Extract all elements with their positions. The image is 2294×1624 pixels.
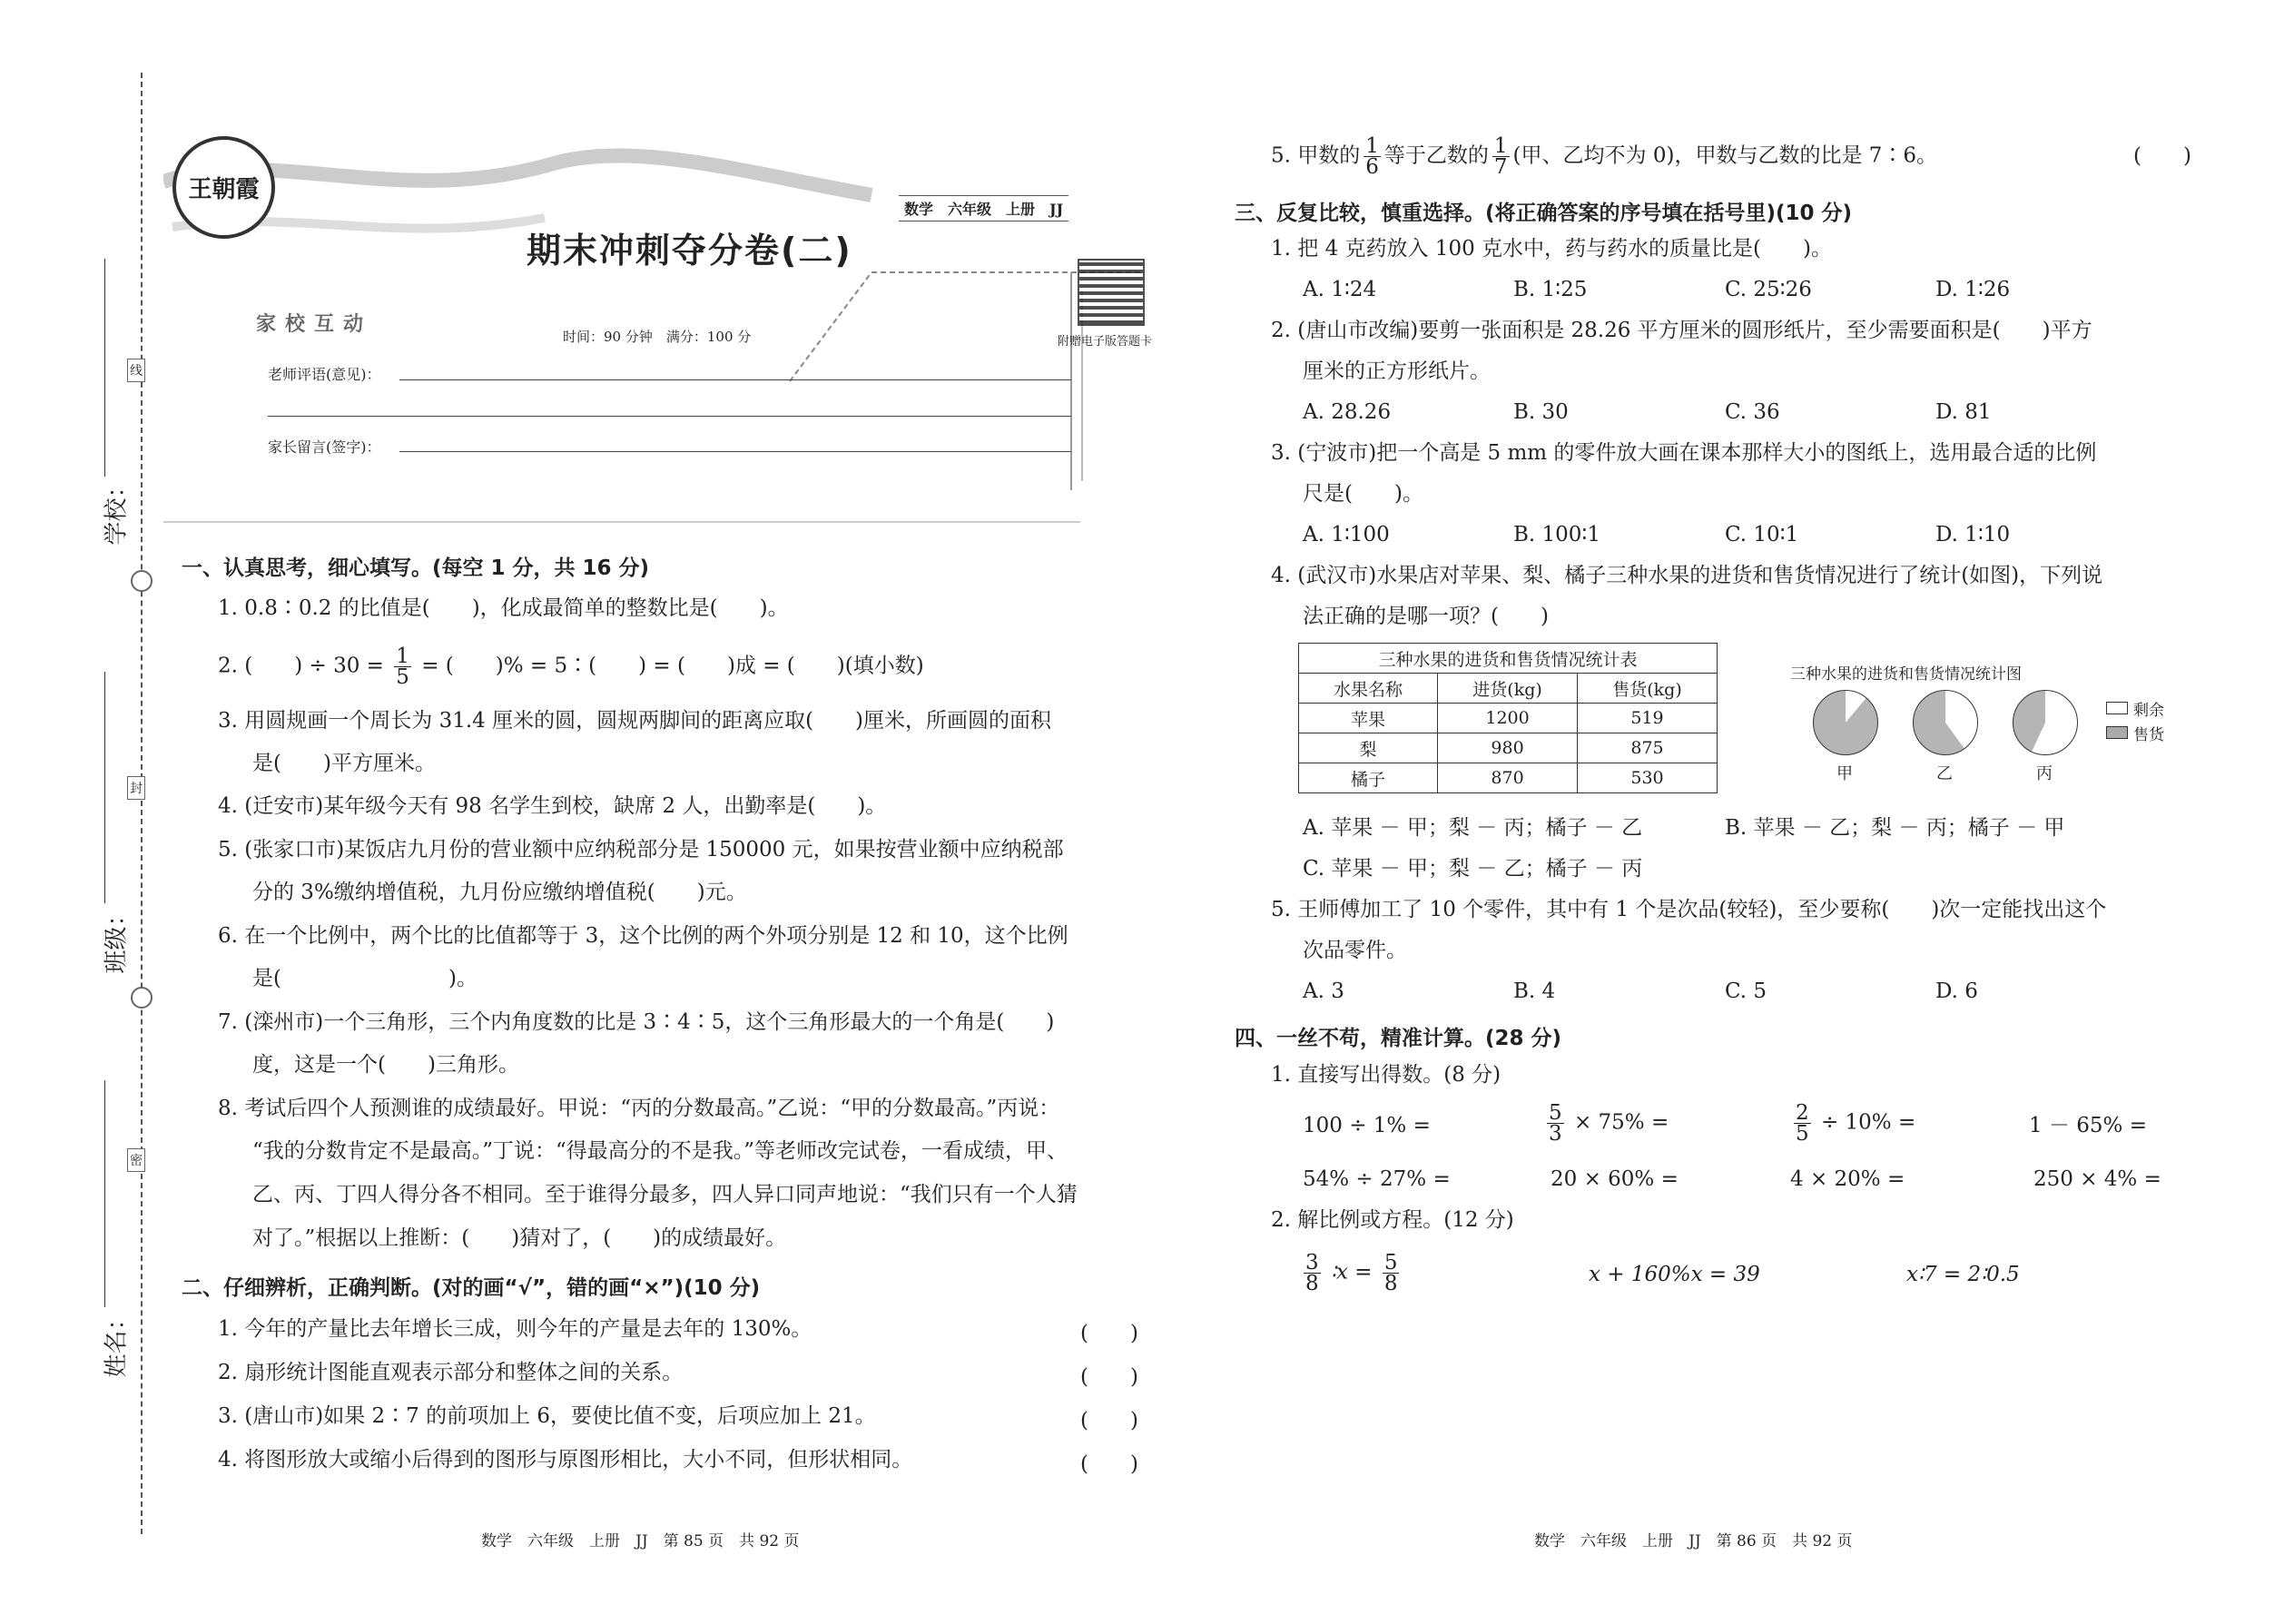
calc-r1c3-expr: ÷ 10% = xyxy=(1820,1110,1916,1135)
calc-r1c3-num: 2 xyxy=(1796,1101,1809,1125)
question-1-8d: 对了。”根据以上推断：( )猜对了，( )的成绩最好。 xyxy=(252,1226,787,1250)
choice-2-opt-d[interactable]: D. 81 xyxy=(1935,400,1992,424)
legend-left-label: 剩余 xyxy=(2133,702,2164,720)
judge-5-f2-num: 1 xyxy=(1493,134,1508,158)
judge-5-f1-den: 6 xyxy=(1365,155,1379,179)
choice-3-opt-a[interactable]: A. 1∶100 xyxy=(1303,523,1390,546)
fruit-table-title: 三种水果的进货和售货情况统计表 xyxy=(1299,644,1718,674)
jxhd-banner: 家校互动 xyxy=(256,312,373,336)
judge-2-answer[interactable]: ( ) xyxy=(1080,1365,1138,1389)
judge-5-part-b: 等于乙数的 xyxy=(1383,143,1489,168)
legend-sold-label: 售货 xyxy=(2133,726,2164,744)
calc-r2c3: 4 × 20% = xyxy=(1790,1167,1905,1191)
q2-fraction xyxy=(394,646,411,687)
judge-5 xyxy=(1271,136,1937,177)
calc-r1c2-den: 3 xyxy=(1549,1122,1562,1146)
judge-5-answer[interactable]: ( ) xyxy=(2133,144,2191,168)
question-1-7a: 7. (滦州市)一个三角形，三个内角度数的比是 3∶4∶5，这个三角形最大的一个角是( ) xyxy=(218,1010,1055,1034)
page-title: 期末冲刺夺分卷(二) xyxy=(527,231,852,271)
question-1-5a: 5. (张家口市)某饭店九月份的营业额中应纳税部分是 150000 元，如果按营业额中应纳税部 xyxy=(218,838,1064,861)
logo-text: 王朝霞 xyxy=(188,176,260,203)
pie-1 xyxy=(1813,690,1878,755)
question-1-7b: 度，这是一个( )三角形。 xyxy=(252,1053,519,1077)
q2-part-b: = ( )% = 5∶( ) = ( )成 = ( )(填小数) xyxy=(421,654,924,678)
question-1-6a: 6. 在一个比例中，两个比的比值都等于 3，这个比例的两个外项分别是 12 和 10，这个比例 xyxy=(218,924,1068,948)
judge-5-f2-den: 7 xyxy=(1493,155,1508,179)
teacher-comment-label: 老师评语(意见)： xyxy=(268,366,381,383)
judge-1-answer[interactable]: ( ) xyxy=(1080,1322,1138,1345)
question-1-3b: 是( )平方厘米。 xyxy=(252,752,436,775)
table-cell: 530 xyxy=(1578,763,1718,793)
table-cell: 梨 xyxy=(1299,733,1438,763)
fruit-table-header: 水果名称 xyxy=(1299,674,1438,704)
pie-chart-title: 三种水果的进货和售货情况统计图 xyxy=(1790,665,2022,684)
table-cell: 苹果 xyxy=(1299,704,1438,733)
q2-denominator: 5 xyxy=(396,665,409,689)
name-label: 姓名： xyxy=(103,1306,131,1378)
qr-code[interactable] xyxy=(1078,259,1145,326)
question-1-1: 1. 0.8∶0.2 的比值是( )，化成最简单的整数比是( )。 xyxy=(218,596,789,620)
calc-r1c3-fraction xyxy=(1794,1103,1811,1144)
calc-r1c2-fraction xyxy=(1547,1103,1564,1144)
qr-caption: 附赠电子版答题卡 xyxy=(1058,335,1153,349)
right-footer: 数学 六年级 上册 JJ 第 86 页 共 92 页 xyxy=(1534,1532,1853,1550)
calc-r1c2 xyxy=(1543,1103,1669,1144)
choice-5b: 次品零件。 xyxy=(1303,939,1407,962)
choice-4-opt-b[interactable]: B. 苹果 － 乙；梨 － 丙；橘子 － 甲 xyxy=(1725,816,2065,840)
section-1-title: 一、认真思考，细心填写。(每空 1 分，共 16 分) xyxy=(182,556,650,580)
eq1-num-2: 5 xyxy=(1383,1251,1398,1275)
table-cell: 橘子 xyxy=(1299,763,1438,793)
choice-4-opt-a[interactable]: A. 苹果 － 甲；梨 － 丙；橘子 － 乙 xyxy=(1303,816,1643,840)
section-3-title: 三、反复比较，慎重选择。(将正确答案的序号填在括号里)(10 分) xyxy=(1235,202,1853,225)
table-row xyxy=(1299,763,1718,793)
calc-r1c3-den: 5 xyxy=(1796,1122,1809,1146)
pie-label-1: 甲 xyxy=(1836,764,1853,783)
choice-3-opt-d[interactable]: D. 1∶10 xyxy=(1935,523,2011,546)
choice-3b: 尺是( )。 xyxy=(1303,482,1423,506)
parent-comment-label: 家长留言(签字)： xyxy=(268,438,381,456)
calc-r1c2-num: 5 xyxy=(1549,1101,1562,1125)
calc-r1c3 xyxy=(1790,1103,1915,1144)
choice-1-opt-d[interactable]: D. 1∶26 xyxy=(1935,278,2011,301)
q2-numerator: 1 xyxy=(396,645,409,668)
choice-2-opt-a[interactable]: A. 28.26 xyxy=(1303,400,1392,424)
choice-4-opt-c[interactable]: C. 苹果 － 甲；梨 － 乙；橘子 － 丙 xyxy=(1303,857,1643,881)
class-label: 班级： xyxy=(103,902,131,974)
equation-3: x∶7 = 2∶0.5 xyxy=(1906,1263,2020,1286)
margin-circle-1 xyxy=(131,570,153,592)
pie-3 xyxy=(2013,690,2078,755)
table-cell: 870 xyxy=(1438,763,1578,793)
choice-5-opt-a[interactable]: A. 3 xyxy=(1303,979,1344,1003)
choice-2-opt-b[interactable]: B. 30 xyxy=(1513,400,1569,424)
equation-1 xyxy=(1300,1253,1403,1294)
calc-r1c1: 100 ÷ 1% = xyxy=(1303,1114,1431,1137)
question-1-2 xyxy=(218,646,924,687)
judge-1: 1. 今年的产量比去年增长三成，则今年的产量是去年的 130%。 xyxy=(218,1317,812,1341)
binding-dashed-line xyxy=(141,73,143,1534)
equation-2: x + 160%x = 39 xyxy=(1589,1263,1760,1286)
class-field[interactable] xyxy=(86,672,131,974)
eq1-den-1: 8 xyxy=(1305,1272,1319,1295)
question-1-5b: 分的 3%缴纳增值税，九月份应缴纳增值税( )元。 xyxy=(252,881,747,904)
calc-r2c4: 250 × 4% = xyxy=(2033,1167,2161,1191)
judge-4-answer[interactable]: ( ) xyxy=(1080,1452,1138,1476)
teacher-comment-line-2[interactable] xyxy=(268,416,1071,417)
eq1-fraction-2 xyxy=(1383,1253,1400,1294)
judge-3: 3. (唐山市)如果 2∶7 的前项加上 6，要使比值不变，后项应加上 21。 xyxy=(218,1404,876,1428)
judge-2: 2. 扇形统计图能直观表示部分和整体之间的关系。 xyxy=(218,1361,684,1384)
choice-5a: 5. 王师傅加工了 10 个零件，其中有 1 个是次品(较轻)，至少要称( )次一定能找出这个 xyxy=(1271,898,2107,921)
choice-4a: 4. (武汉市)水果店对苹果、梨、橘子三种水果的进货和售货情况进行了统计(如图)，下列说 xyxy=(1271,564,2103,587)
choice-1-opt-b[interactable]: B. 1∶25 xyxy=(1513,278,1588,301)
pie-2 xyxy=(1913,690,1978,755)
calc-r2c2: 20 × 60% = xyxy=(1551,1167,1679,1191)
school-label: 学校： xyxy=(103,474,131,546)
seal-char-3: 密 xyxy=(127,1148,145,1172)
name-underline xyxy=(104,1080,105,1307)
fruit-table-header: 进货(kg) xyxy=(1438,674,1578,704)
teacher-comment-line-1[interactable] xyxy=(399,379,1071,380)
judge-5-fraction-1 xyxy=(1364,136,1381,177)
calc-r1c2-expr: × 75% = xyxy=(1573,1110,1669,1135)
table-cell: 980 xyxy=(1438,733,1578,763)
judge-3-answer[interactable]: ( ) xyxy=(1080,1409,1138,1432)
class-underline xyxy=(104,672,105,903)
table-row xyxy=(1299,704,1718,733)
choice-5-opt-d[interactable]: D. 6 xyxy=(1935,979,1978,1003)
table-cell: 875 xyxy=(1578,733,1718,763)
q2-part-a: 2. ( ) ÷ 30 = xyxy=(218,654,384,678)
choice-2b: 厘米的正方形纸片。 xyxy=(1303,359,1491,383)
judge-5-part-a: 5. 甲数的 xyxy=(1271,143,1361,168)
pie-label-3: 丙 xyxy=(2036,764,2053,783)
question-1-6b: 是( )。 xyxy=(252,967,478,990)
question-1-8b: “我的分数肯定不是最高。”丁说：“得最高分的不是我。”等老师改完试卷，一看成绩，甲、 xyxy=(252,1139,1068,1163)
fruit-table-header: 售货(kg) xyxy=(1578,674,1718,704)
logo xyxy=(172,136,275,239)
table-cell: 1200 xyxy=(1438,704,1578,733)
question-1-4: 4. (迁安市)某年级今天有 98 名学生到校，缺席 2 人，出勤率是( )。 xyxy=(218,794,887,818)
choice-3-opt-c[interactable]: C. 10∶1 xyxy=(1725,523,1799,546)
eq1-fraction-1 xyxy=(1304,1253,1321,1294)
name-field[interactable] xyxy=(86,1080,131,1378)
school-underline xyxy=(104,259,105,477)
seal-char-1: 线 xyxy=(127,359,145,382)
question-1-8a: 8. 考试后四个人预测谁的成绩最好。甲说：“丙的分数最高。”乙说：“甲的分数最高。”丙说： xyxy=(218,1097,1060,1120)
series-tag: 数学 六年级 上册 JJ xyxy=(899,195,1068,221)
judge-5-fraction-2 xyxy=(1492,136,1510,177)
choice-1-opt-c[interactable]: C. 25∶26 xyxy=(1725,278,1812,301)
parent-comment-line[interactable] xyxy=(399,451,1071,452)
pie-label-2: 乙 xyxy=(1936,764,1953,783)
choice-5-opt-b[interactable]: B. 4 xyxy=(1513,979,1556,1003)
judge-5-f1-num: 1 xyxy=(1365,134,1379,158)
legend-sold-swatch xyxy=(2106,726,2128,739)
school-field[interactable] xyxy=(86,259,131,546)
eq1-den-2: 8 xyxy=(1383,1272,1398,1295)
choice-1-opt-a[interactable]: A. 1∶24 xyxy=(1303,278,1377,301)
legend-left-swatch xyxy=(2106,702,2128,714)
table-row xyxy=(1299,733,1718,763)
choice-3a: 3. (宁波市)把一个高是 5 mm 的零件放大画在课本那样大小的图纸上，选用最合适的比例 xyxy=(1271,441,2097,465)
choice-4b: 法正确的是哪一项？( ) xyxy=(1303,605,1549,628)
eq1-num-1: 3 xyxy=(1305,1251,1319,1275)
judge-4: 4. 将图形放大或缩小后得到的图形与原图形相比，大小不同，但形状相同。 xyxy=(218,1448,913,1471)
judge-5-part-c: (甲、乙均不为 0)，甲数与乙数的比是 7∶6。 xyxy=(1512,143,1938,168)
calc-r1c4: 1 － 65% = xyxy=(2029,1114,2147,1137)
calc-r2c1: 54% ÷ 27% = xyxy=(1303,1167,1451,1191)
choice-5-opt-c[interactable]: C. 5 xyxy=(1725,979,1767,1003)
margin-circle-2 xyxy=(131,987,153,1009)
eq1-mid: ∶x = xyxy=(1330,1260,1373,1284)
choice-3-opt-b[interactable]: B. 100∶1 xyxy=(1513,523,1601,546)
time-score: 时间：90 分钟 满分：100 分 xyxy=(563,329,752,345)
table-cell: 519 xyxy=(1578,704,1718,733)
section-2-title: 二、仔细辨析，正确判断。(对的画“√”，错的画“×”)(10 分) xyxy=(182,1276,761,1300)
question-1-8c: 乙、丙、丁四人得分各不相同。至于谁得分最多，四人异口同声地说：“我们只有一个人猜 xyxy=(252,1183,1078,1206)
question-1-3a: 3. 用圆规画一个周长为 31.4 厘米的圆，圆规两脚间的距离应取( )厘米，所画圆的面积 xyxy=(218,709,1052,733)
seal-char-2: 封 xyxy=(127,776,145,800)
choice-1: 1. 把 4 克药放入 100 克水中，药与药水的质量比是( )。 xyxy=(1271,237,1832,261)
left-footer: 数学 六年级 上册 JJ 第 85 页 共 92 页 xyxy=(481,1532,800,1550)
calc-1-title: 1. 直接写出得数。(8 分) xyxy=(1271,1063,1501,1087)
choice-2a: 2. (唐山市改编)要剪一张面积是 28.26 平方厘米的圆形纸片，至少需要面积是( )平方 xyxy=(1271,319,2092,342)
calc-2-title: 2. 解比例或方程。(12 分) xyxy=(1271,1208,1514,1232)
fruit-table xyxy=(1298,643,1718,793)
choice-2-opt-c[interactable]: C. 36 xyxy=(1725,400,1780,424)
section-4-title: 四、一丝不苟，精准计算。(28 分) xyxy=(1235,1027,1562,1050)
